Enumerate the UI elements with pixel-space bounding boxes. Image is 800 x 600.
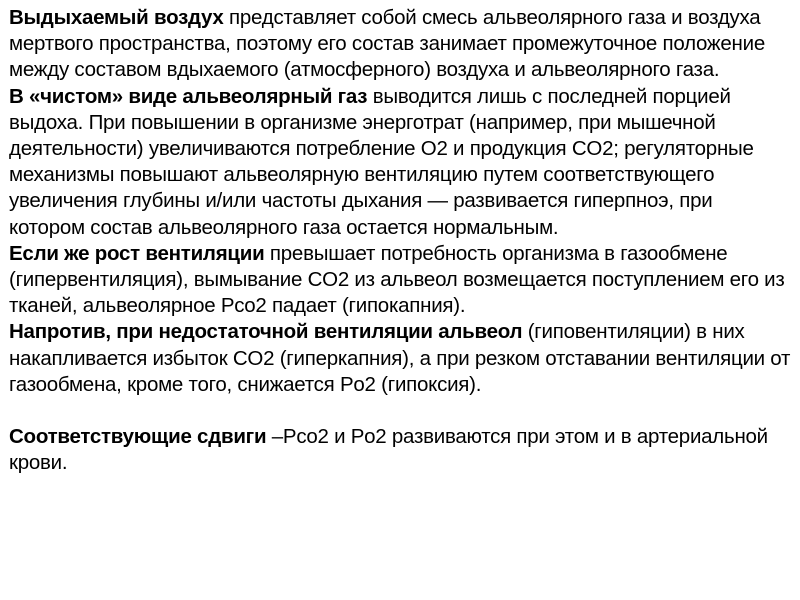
paragraph-text: выводится лишь с последней порцией выдоха. При повышении в организме энерготрат (например, при мышечной деятельности) увеличиваются потребление O2 и продукция CO2; регуляторные механизмы повышают альвеолярную вентиляцию путем соответствующего увеличения глубины и/или частоты дыхания — развивается гиперпноэ, при котором состав альвеолярного газа остается нормальным. bbox=[9, 84, 754, 239]
paragraph-text: представляет собой смесь альвеолярного газа и воздуха мертвого пространства, поэтому его состав занимает промежуточное положение между составом вдыхаемого (атмосферного) воздуха и альвеолярного газа. bbox=[9, 6, 765, 82]
paragraph-text: превышает потребность организма в газообмене (гипервентиляция), вымывание CO2 из альвеол возмещается поступлением его из тканей, альвеолярное Pco2 падает (гипокапния). bbox=[9, 241, 785, 318]
paragraph-heading: Соответствующие сдвиги bbox=[9, 425, 267, 449]
paragraph-heading: Выдыхаемый воздух bbox=[9, 6, 224, 29]
paragraph-heading: Напротив, при недостаточной вентиляции альвеол bbox=[9, 320, 523, 344]
paragraph-heading: В «чистом» виде альвеолярный газ bbox=[9, 84, 368, 108]
paragraph-heading: Если же рост вентиляции bbox=[9, 241, 265, 265]
paragraph-exhaled-air bbox=[9, 5, 791, 84]
slide-text-body bbox=[9, 5, 791, 477]
paragraph-text: (гиповентиляции) в них накапливается избыток CO2 (гиперкапния), а при резком отставании вентиляции от газообмена, кроме того, снижается Po2 (гипоксия). bbox=[9, 320, 791, 396]
paragraph-arterial-shifts bbox=[9, 424, 791, 476]
paragraph-hypoventilation bbox=[9, 319, 791, 398]
paragraph-alveolar-gas bbox=[9, 84, 791, 241]
paragraph-text: –Pco2 и Po2 развиваются при этом и в артериальной крови. bbox=[9, 425, 768, 475]
spacer bbox=[9, 398, 791, 424]
paragraph-hyperventilation bbox=[9, 241, 791, 320]
